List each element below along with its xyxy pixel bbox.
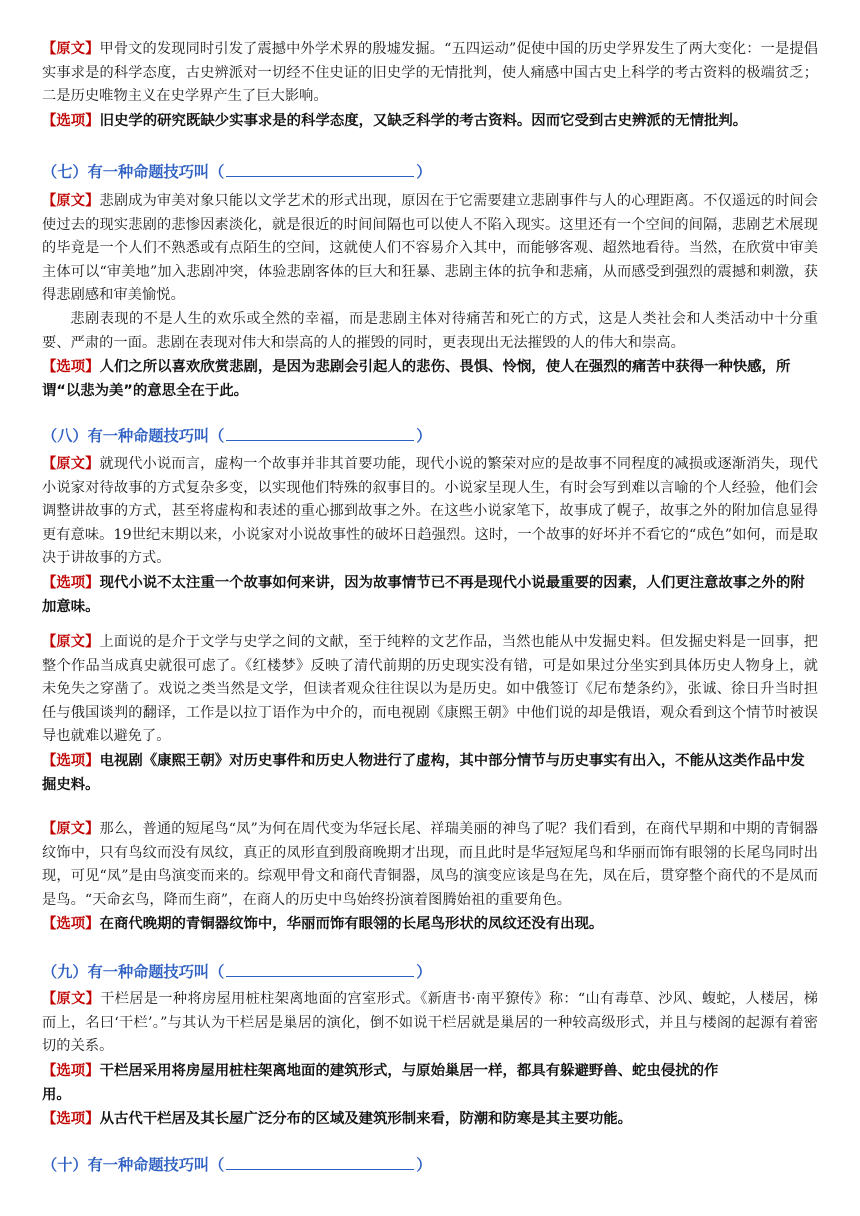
section-heading [42, 424, 818, 448]
s8-item-3 [42, 818, 818, 936]
yuanwen-paragraph [42, 190, 818, 308]
answer-blank[interactable] [226, 1155, 414, 1170]
heading-close: ） [416, 1156, 432, 1174]
yuanwen-tag: 【原文】 [42, 634, 100, 650]
heading-close: ） [416, 163, 432, 181]
s7-heading [42, 160, 818, 184]
section-heading [42, 960, 818, 984]
yuanwen-text: 悲剧成为审美对象只能以文学艺术的形式出现，原因在于它需要建立悲剧事件与人的心理距离。不仅遥远的时间会使过去的现实悲剧的悲惨因素淡化，就是很近的时间间隔也可以使人不陷入现实。这里还有一个空间的间隔，悲剧艺术展现的毕竟是一个人们不熟悉或有点陌生的空间，这就使人们不容易介入其中，而能够客观、超然地看待。当然，在欣赏中审美主体可以“审美地”加入悲剧冲突，体验悲剧客体的巨大和狂暴、悲剧主体的抗争和悲痛，从而感受到强烈的震撼和刺激，获得悲剧感和审美愉悦。 [42, 193, 818, 304]
section-heading [42, 160, 818, 184]
option-text: 从古代干栏居及其长屋广泛分布的区域及建筑形制来看，防潮和防寒是其主要功能。 [99, 1110, 633, 1127]
option-text: 在商代晚期的青铜器纹饰中，华丽而饰有眼翎的长尾鸟形状的凤纹还没有出现。 [99, 916, 604, 933]
option-line-continuation: 用。 [42, 1086, 71, 1103]
heading-close: ） [416, 427, 432, 445]
option-text: 电视剧《康熙王朝》对历史事件和历史人物进行了虚构，其中部分情节与历史事实有出入，不能从这类作品中发掘史料。 [42, 752, 805, 793]
heading-text: （八）有一种命题技巧叫（ [42, 427, 225, 445]
option-line [42, 912, 818, 936]
yuanwen-tag: 【原文】 [42, 193, 100, 209]
s9-heading [42, 960, 818, 984]
heading-text: （七）有一种命题技巧叫（ [42, 163, 225, 181]
s8-item-1 [42, 453, 818, 619]
yuanwen-paragraph [42, 631, 818, 749]
s10-heading [42, 1153, 818, 1177]
yuanwen-paragraph [42, 38, 818, 109]
heading-close: ） [416, 963, 432, 981]
xuanxiang-tag: 【选项】 [42, 1110, 100, 1127]
s6-passage [42, 38, 818, 133]
yuanwen-paragraph [42, 988, 818, 1059]
s9-passage [42, 988, 818, 1131]
xuanxiang-tag: 【选项】 [42, 752, 100, 769]
yuanwen-tag: 【原文】 [42, 456, 100, 472]
option-text: 现代小说不太注重一个故事如何来讲，因为故事情节已不再是现代小说最重要的因素，人们更注意故事之外的附加意味。 [42, 574, 805, 615]
yuanwen-text: 就现代小说而言，虚构一个故事并非其首要功能，现代小说的繁荣对应的是故事不同程度的减损或逐渐消失，现代小说家对待故事的方式复杂多变，以实现他们特殊的叙事目的。小说家呈现人生，有时会写到难以言喻的个人经验，他们会调整讲故事的方式，甚至将虚构和表述的重心挪到故事之外。在这些小说家笔下，故事成了幌子，故事之外的附加信息显得更有意味。19世纪末期以来，小说家对小说故事性的破坏日趋强烈。这时，一个故事的好坏并不看它的“成色”如何，而是取决于讲故事的方式。 [42, 456, 818, 567]
xuanxiang-tag: 【选项】 [42, 574, 100, 591]
heading-text: （十）有一种命题技巧叫（ [42, 1156, 225, 1174]
option-line [42, 1059, 818, 1083]
option-line [42, 109, 818, 133]
answer-blank[interactable] [226, 426, 414, 441]
option-text: 旧史学的研究既缺少实事求是的科学态度，又缺乏科学的考古资料。因而它受到古史辨派的无情批判。 [99, 112, 748, 129]
s7-passage [42, 190, 818, 403]
option-line [42, 355, 818, 403]
yuanwen-paragraph-2: 悲剧表现的不是人生的欢乐或全然的幸福，而是悲剧主体对待痛苦和死亡的方式，这是人类社会和人类活动中十分重要、严肃的一面。悲剧在表现对伟大和崇高的人的摧毁的同时，更表现出无法摧毁的人的伟大和崇高。 [42, 310, 818, 351]
yuanwen-text: 那么，普通的短尾鸟“凤”为何在周代变为华冠长尾、祥瑞美丽的神鸟了呢？我们看到，在商代早期和中期的青铜器纹饰中，只有鸟纹而没有凤纹，真正的凤形直到殷商晚期才出现，而且此时是华冠短尾鸟和华丽而饰有眼翎的长尾鸟同时出现，可见“凤”是由鸟演变而来的。综观甲骨文和商代青铜器，凤鸟的演变应该是鸟在先，凤在后，贯穿整个商代的不是凤而是鸟。“天命玄鸟，降而生商”，在商人的历史中鸟始终扮演着图腾始祖的重要角色。 [42, 821, 818, 908]
yuanwen-text: 甲骨文的发现同时引发了震撼中外学术界的殷墟发掘。“五四运动”促使中国的历史学界发生了两大变化：一是提倡实事求是的科学态度，古史辨派对一切经不住史证的旧史学的无情批判，使人痛感中国古史上科学的考古资料的极端贫乏；二是历史唯物主义在史学界产生了巨大影响。 [42, 41, 818, 105]
yuanwen-text: 干栏居是一种将房屋用桩柱架离地面的宫室形式。《新唐书·南平獠传》称：“山有毒草、沙风、蝮蛇，人楼居，梯而上，名曰‘干栏’。”与其认为干栏居是巢居的演化，倒不如说干栏居就是巢居的一种较高级形式，并且与楼阁的起源有着密切的关系。 [42, 991, 818, 1055]
option-line [42, 749, 818, 797]
yuanwen-tag: 【原文】 [42, 41, 100, 57]
yuanwen-paragraph [42, 818, 818, 912]
xuanxiang-tag: 【选项】 [42, 359, 100, 376]
yuanwen-tag: 【原文】 [42, 821, 100, 837]
yuanwen-tag: 【原文】 [42, 991, 101, 1007]
answer-blank[interactable] [226, 162, 414, 177]
xuanxiang-tag: 【选项】 [42, 112, 100, 129]
option-text: 干栏居采用将房屋用桩柱架离地面的建筑形式，与原始巢居一样，都具有躲避野兽、蛇虫侵扰的作 [99, 1062, 719, 1079]
s8-heading [42, 424, 818, 448]
s8-item-2 [42, 631, 818, 797]
option-text: 人们之所以喜欢欣赏悲剧，是因为悲剧会引起人的悲伤、畏惧、怜悯，使人在强烈的痛苦中获得一种快感，所谓“以悲为美”的意思全在于此。 [42, 359, 791, 400]
yuanwen-paragraph [42, 453, 818, 571]
heading-text: （九）有一种命题技巧叫（ [42, 963, 225, 981]
answer-blank[interactable] [226, 962, 414, 977]
section-heading [42, 1153, 818, 1177]
option-line [42, 1107, 818, 1131]
yuanwen-text: 上面说的是介于文学与史学之间的文献，至于纯粹的文艺作品，当然也能从中发掘史料。但发掘史料是一回事，把整个作品当成真史就很可虑了。《红楼梦》反映了清代前期的历史现实没有错，可是如果过分坐实到具体历史人物身上，就未免失之穿凿了。戏说之类当然是文学，但读者观众往往误以为是历史。如中俄签订《尼布楚条约》，张诚、徐日升当时担任与俄国谈判的翻译，工作是以拉丁语作为中介的，而电视剧《康熙王朝》中他们说的却是俄语，观众看到这个情节时被误导也就难以避免了。 [42, 634, 818, 745]
option-line [42, 571, 818, 619]
xuanxiang-tag: 【选项】 [42, 1062, 100, 1079]
xuanxiang-tag: 【选项】 [42, 916, 100, 933]
